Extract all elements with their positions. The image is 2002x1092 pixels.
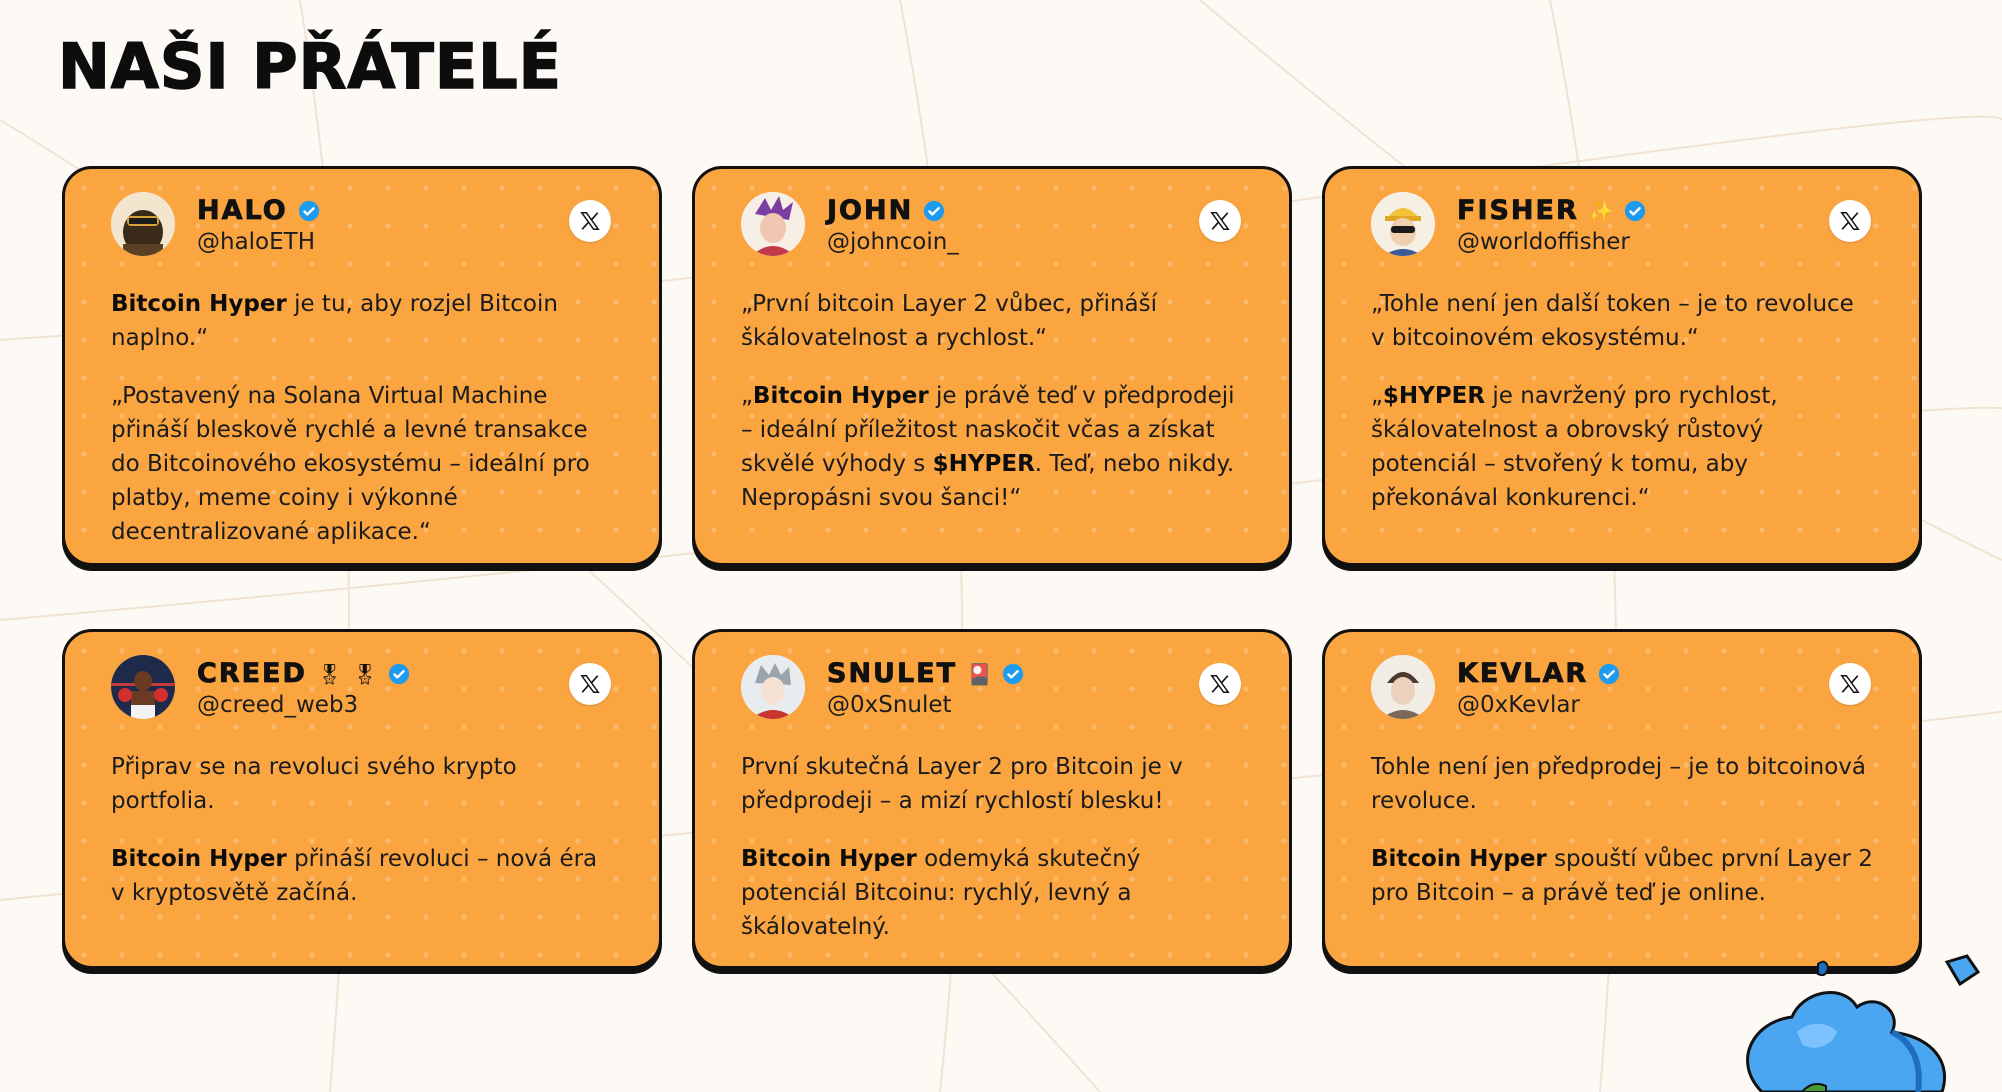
tweet-paragraph — [741, 287, 1244, 355]
verified-badge-icon — [298, 200, 320, 222]
tweet-text: „ — [1371, 383, 1383, 409]
card-header — [1371, 189, 1874, 259]
x-logo-button[interactable] — [569, 200, 611, 242]
card-handle: @0xKevlar — [1457, 691, 1580, 718]
card-header — [1371, 652, 1874, 722]
x-logo-button[interactable] — [569, 663, 611, 705]
tweet-text: spouští vůbec první Layer 2 pro Bitcoin – a právě teď je online. — [1371, 846, 1873, 906]
john-avatar-icon — [741, 192, 805, 256]
card-name: SNULET — [827, 658, 958, 689]
kevlar-avatar-icon — [1371, 655, 1435, 719]
x-logo-button[interactable] — [1829, 663, 1871, 705]
testimonial-card-kevlar — [1322, 629, 1922, 969]
tweet-paragraph — [741, 750, 1244, 818]
x-logo-icon — [579, 673, 601, 695]
highlight-text: Bitcoin Hyper — [111, 291, 287, 317]
sparkles-icon: ✨ — [1588, 198, 1614, 223]
tweet-text: odemyká skutečný potenciál Bitcoinu: rychlý, levný a škálovatelný. — [741, 846, 1141, 940]
medal-icon: 🎖 — [316, 661, 343, 686]
verified-badge-icon — [1598, 663, 1620, 685]
x-logo-button[interactable] — [1199, 200, 1241, 242]
tweet-text: přináší revoluci – nová éra v kryptosvětě začíná. — [111, 846, 598, 906]
tweet-paragraph — [1371, 750, 1874, 818]
card-handle: @johncoin_ — [827, 228, 959, 255]
card-name: FISHER — [1457, 195, 1579, 226]
x-logo-icon — [1209, 673, 1231, 695]
tweet-text: „Postavený na Solana Virtual Machine přináší bleskově rychlé a levné transakce do Bitcoinového ekosystému – ideální pro platby, meme coiny i výkonné decentralizované aplikace.“ — [111, 383, 590, 545]
fisher-avatar-icon — [1371, 192, 1435, 256]
highlight-text: Bitcoin Hyper — [752, 383, 929, 409]
x-logo-icon — [1839, 673, 1861, 695]
card-emoji-icon: 🎴 — [967, 661, 992, 686]
highlight-text: $HYPER — [932, 451, 1035, 477]
card-handle: @0xSnulet — [827, 691, 952, 718]
creed-avatar-icon — [111, 655, 175, 719]
tweet-text: je navržený pro rychlost, škálovatelnost a obrovský růstový potenciál – stvořený k tomu, aby překonával konkurenci.“ — [1371, 383, 1778, 511]
card-name: HALO — [197, 195, 288, 226]
card-header — [741, 652, 1244, 722]
decorative-splash-icon — [1642, 952, 2002, 1092]
snulet-avatar-icon — [741, 655, 805, 719]
tweet-paragraph — [111, 287, 614, 355]
card-handle: @creed_web3 — [197, 691, 359, 718]
testimonial-card-creed — [62, 629, 662, 969]
tweet-text: Připrav se na revoluci svého krypto portfolia. — [111, 754, 517, 814]
x-logo-icon — [1209, 210, 1231, 232]
verified-badge-icon — [923, 200, 945, 222]
tweet-paragraph — [1371, 842, 1874, 910]
highlight-text: Bitcoin Hyper — [741, 846, 917, 872]
x-logo-icon — [1839, 210, 1861, 232]
tweet-text: První skutečná Layer 2 pro Bitcoin je v předprodeji – a mizí rychlostí blesku! — [741, 754, 1183, 814]
x-logo-button[interactable] — [1829, 200, 1871, 242]
highlight-text: Bitcoin Hyper — [111, 846, 287, 872]
tweet-text: je právě teď v předprodeji – ideální příležitost naskočit včas a získat skvělé výhody s — [741, 383, 1235, 477]
tweet-paragraph — [111, 750, 614, 818]
card-name: JOHN — [827, 195, 914, 226]
tweet-text: „Tohle není jen další token – je to revoluce v bitcoinovém ekosystému.“ — [1371, 291, 1854, 351]
card-handle: @worldoffisher — [1457, 228, 1630, 255]
tweet-text: „První bitcoin Layer 2 vůbec, přináší škálovatelnost a rychlost.“ — [741, 291, 1157, 351]
testimonial-card-fisher — [1322, 166, 1922, 566]
highlight-text: Bitcoin Hyper — [1371, 846, 1547, 872]
card-header — [741, 189, 1244, 259]
medal-icon: 🎖 — [352, 661, 378, 686]
page-title: NAŠI PŘÁTELÉ — [58, 30, 563, 103]
tweet-text: je tu, aby rozjel Bitcoin naplno.“ — [111, 291, 558, 351]
verified-badge-icon — [1002, 663, 1024, 685]
card-header — [111, 189, 614, 259]
card-handle: @haloETH — [197, 228, 316, 255]
tweet-paragraph — [741, 842, 1244, 944]
tweet-text: . Teď, nebo nikdy. Nepropásni svou šanci!“ — [741, 451, 1235, 511]
testimonial-card-john — [692, 166, 1292, 566]
tweet-paragraph — [111, 842, 614, 910]
tweet-paragraph — [1371, 287, 1874, 355]
card-header — [111, 652, 614, 722]
testimonial-card-snulet — [692, 629, 1292, 969]
tweet-paragraph — [111, 379, 614, 549]
highlight-text: $HYPER — [1382, 383, 1486, 409]
testimonial-card-halo — [62, 166, 662, 566]
verified-badge-icon — [1624, 200, 1646, 222]
tweet-text: „ — [741, 383, 753, 409]
tweet-text: Tohle není jen předprodej – je to bitcoinová revoluce. — [1371, 754, 1866, 814]
card-name: CREED — [197, 658, 307, 689]
x-logo-button[interactable] — [1199, 663, 1241, 705]
tweet-paragraph — [1371, 379, 1874, 515]
card-name: KEVLAR — [1457, 658, 1589, 689]
tweet-paragraph — [741, 379, 1244, 515]
verified-badge-icon — [388, 663, 410, 685]
x-logo-icon — [579, 210, 601, 232]
halo-avatar-icon — [111, 192, 175, 256]
